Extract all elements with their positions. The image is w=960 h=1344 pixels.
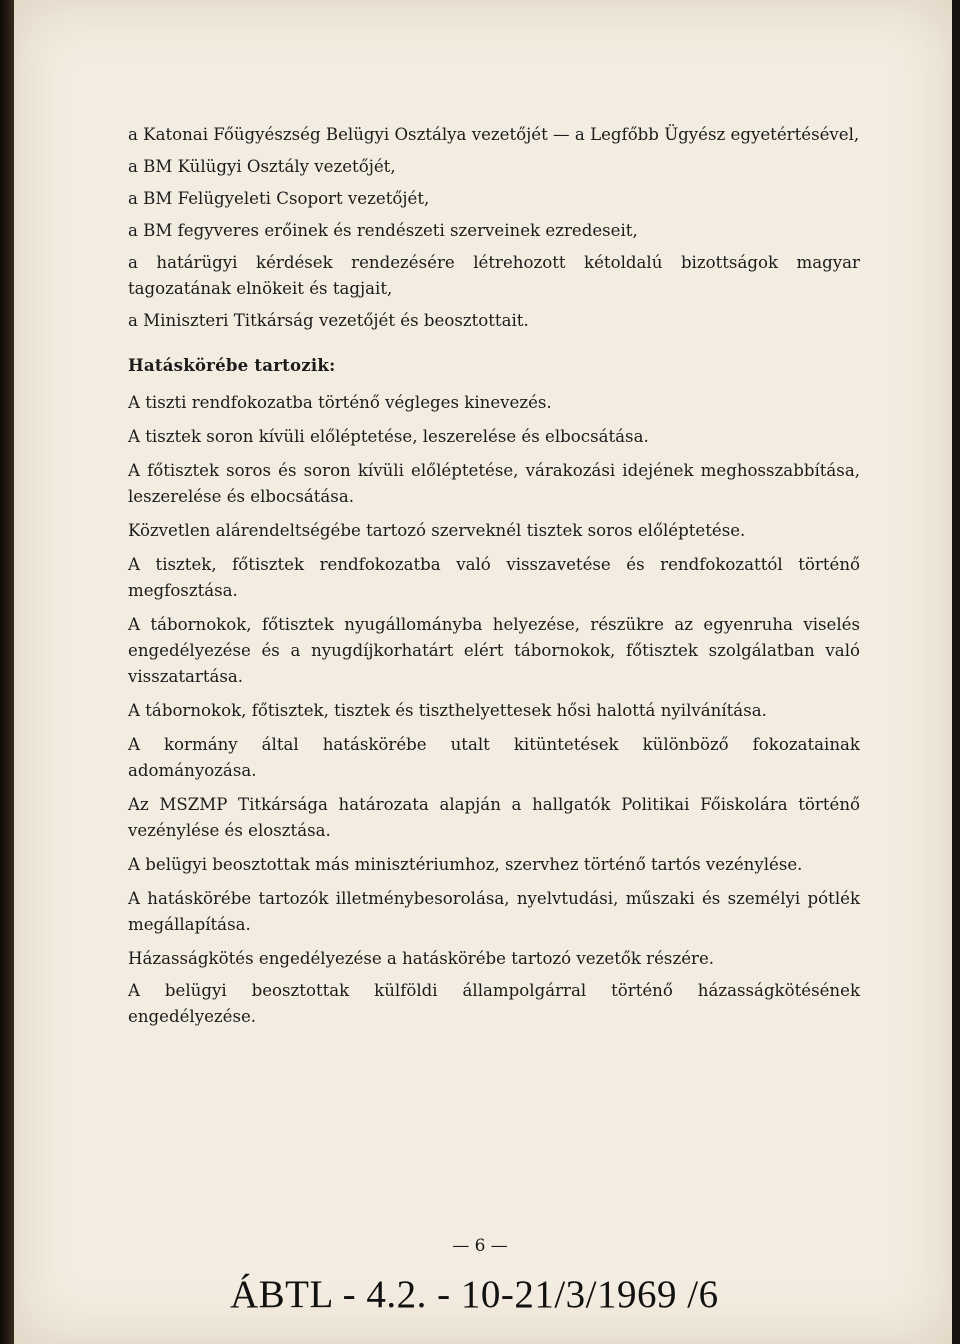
- intro-item-6: a Miniszteri Titkárság vezetőjét és beosztottait.: [128, 311, 529, 330]
- intro-item-3: a BM Felügyeleti Csoport vezetőjét,: [128, 189, 430, 208]
- intro-item-5: a határügyi kérdések rendezésére létrehozott kétoldalú bizottságok magyar tagozatának elnökeit és tagjait,: [128, 253, 860, 298]
- scan-left-edge: [0, 0, 14, 1344]
- document-body: [128, 122, 860, 1038]
- item-8: A kormány által hatáskörébe utalt kitüntetések különböző fokozatainak adományozása.: [128, 735, 860, 780]
- archive-reference: ÁBTL - 4.2. - 10-21/3/1969 /6: [230, 1273, 719, 1316]
- item-4: Közvetlen alárendeltségébe tartozó szerveknél tisztek soros előléptetése.: [128, 521, 746, 540]
- item-7: A tábornokok, főtisztek, tisztek és tiszthelyettesek hősi halottá nyilvánítása.: [128, 701, 767, 720]
- item-5: A tisztek, főtisztek rendfokozatba való visszavetése és rendfokozattól történő megfosztása.: [128, 555, 860, 600]
- item-3: A főtisztek soros és soron kívüli előléptetése, várakozási idejének meghosszabbítása, leszerelése és elbocsátása.: [128, 461, 860, 506]
- item-9: Az MSZMP Titkársága határozata alapján a hallgatók Politikai Főiskolára történő vezénylése és elosztása.: [128, 795, 860, 840]
- item-13: A belügyi beosztottak külföldi állampolgárral történő házasságkötésének engedélyezése.: [128, 981, 860, 1026]
- item-11: A hatáskörébe tartozók illetménybesorolása, nyelvtudási, műszaki és személyi pótlék megállapítása.: [128, 889, 860, 934]
- item-2: A tisztek soron kívüli előléptetése, leszerelése és elbocsátása.: [128, 427, 649, 446]
- item-1: A tiszti rendfokozatba történő végleges kinevezés.: [128, 393, 552, 412]
- item-6: A tábornokok, főtisztek nyugállományba helyezése, részükre az egyenruha viselés engedélyezése és a nyugdíjkorhatárt elért tábornokok, főtisztek szolgálatban való visszatartása.: [128, 615, 860, 686]
- item-10: A belügyi beosztottak más minisztériumhoz, szervhez történő tartós vezénylése.: [128, 855, 803, 874]
- intro-item-1: a Katonai Főügyészség Belügyi Osztálya vezetőjét — a Legfőbb Ügyész egyetértésével,: [128, 125, 860, 144]
- page-number: — 6 —: [452, 1236, 508, 1256]
- section-heading: Hatáskörébe tartozik:: [128, 355, 336, 375]
- intro-item-4: a BM fegyveres erőinek és rendészeti szerveinek ezredeseit,: [128, 221, 638, 240]
- item-12: Házasságkötés engedélyezése a hatáskörébe tartozó vezetők részére.: [128, 949, 715, 968]
- intro-item-2: a BM Külügyi Osztály vezetőjét,: [128, 157, 396, 176]
